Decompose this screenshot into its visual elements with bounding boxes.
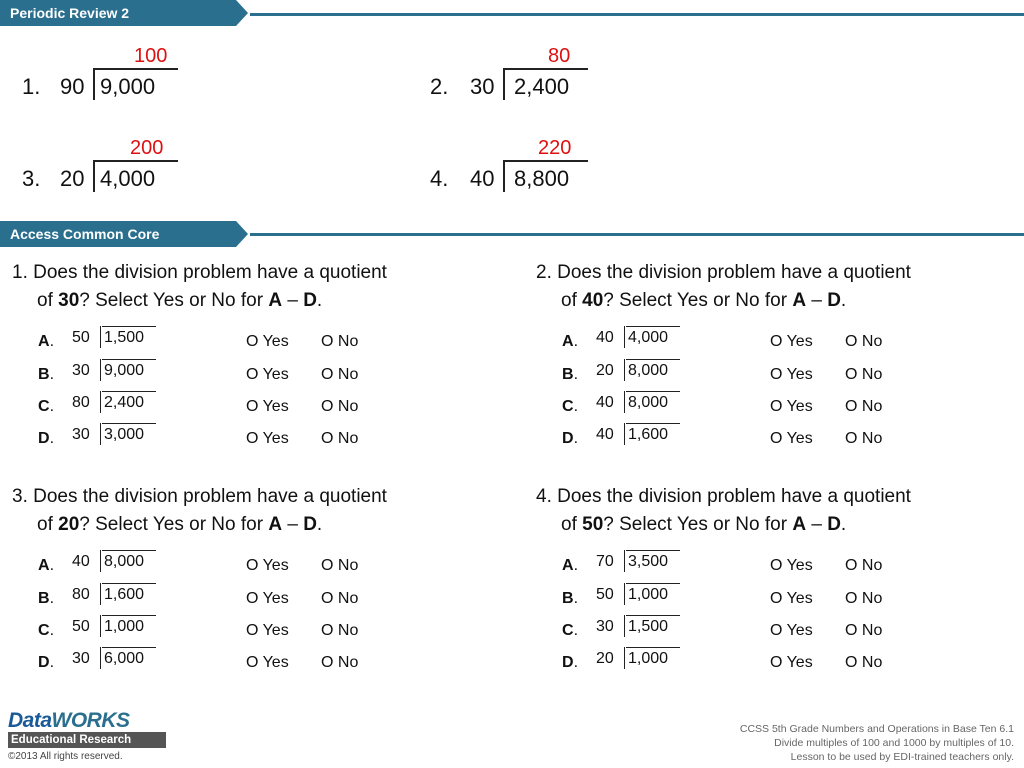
option-label: C. <box>562 622 579 639</box>
option-dividend: 2,400 <box>104 394 145 411</box>
yes-choice[interactable]: O Yes <box>770 366 813 383</box>
quotient-answer: 200 <box>130 137 164 159</box>
option-dividend: 1,000 <box>628 586 669 603</box>
yes-choice[interactable]: O Yes <box>246 590 289 607</box>
option-row-c <box>562 394 982 424</box>
range-end: D <box>303 514 317 535</box>
question-line-1: 2. Does the division problem have a quotient <box>536 262 911 283</box>
option-row-d <box>38 650 458 680</box>
option-label: D. <box>38 430 55 447</box>
option-label: D. <box>38 654 55 671</box>
option-label: D. <box>562 430 579 447</box>
range-end: D <box>827 514 841 535</box>
no-choice[interactable]: O No <box>321 557 359 574</box>
range-dash: – <box>282 514 304 535</box>
option-row-c <box>38 394 458 424</box>
option-bracket-top <box>102 583 156 584</box>
option-label: A. <box>562 557 579 574</box>
yes-choice[interactable]: O Yes <box>246 622 289 639</box>
yes-choice[interactable]: O Yes <box>770 654 813 671</box>
question-line-1: 4. Does the division problem have a quotient <box>536 486 911 507</box>
dataworks-logo <box>8 710 166 748</box>
option-row-d <box>562 650 982 680</box>
question-line-1: 3. Does the division problem have a quotient <box>12 486 387 507</box>
range-start: A <box>268 514 283 535</box>
option-bracket-side <box>624 550 625 572</box>
ccss-standard <box>740 722 1014 764</box>
yes-choice[interactable]: O Yes <box>770 557 813 574</box>
option-label: B. <box>38 590 55 607</box>
option-row-d <box>38 426 458 456</box>
no-choice[interactable]: O No <box>845 333 883 350</box>
no-choice[interactable]: O No <box>845 398 883 415</box>
option-divisor: 30 <box>72 426 90 443</box>
option-label: A. <box>562 333 579 350</box>
access-common-core-header: Access Common Core <box>0 221 236 247</box>
question-text <box>12 483 492 539</box>
problem-number: 1. <box>22 74 41 99</box>
yes-choice[interactable]: O Yes <box>246 557 289 574</box>
division-bracket-top <box>503 160 588 162</box>
option-bracket-side <box>624 647 625 669</box>
period: . <box>840 514 847 535</box>
divisor: 90 <box>60 74 85 99</box>
question-line-1: 1. Does the division problem have a quotient <box>12 262 387 283</box>
option-bracket-top <box>102 550 156 551</box>
range-end: D <box>303 290 317 311</box>
yes-choice[interactable]: O Yes <box>770 622 813 639</box>
option-dividend: 3,500 <box>628 553 669 570</box>
option-divisor: 40 <box>596 426 614 443</box>
no-choice[interactable]: O No <box>845 366 883 383</box>
range-dash: – <box>282 290 304 311</box>
period: . <box>316 514 323 535</box>
option-dividend: 8,000 <box>628 394 669 411</box>
division-bracket-side <box>93 68 95 100</box>
option-row-c <box>38 618 458 648</box>
quotient-answer: 100 <box>134 45 168 67</box>
option-bracket-side <box>100 423 101 445</box>
yes-choice[interactable]: O Yes <box>246 366 289 383</box>
yes-choice[interactable]: O Yes <box>246 333 289 350</box>
text-of: of <box>37 290 59 311</box>
option-divisor: 30 <box>596 618 614 635</box>
option-label: C. <box>38 622 55 639</box>
option-bracket-top <box>626 423 680 424</box>
quotient-answer: 80 <box>548 45 571 67</box>
range-start: A <box>792 514 807 535</box>
option-bracket-side <box>624 423 625 445</box>
option-bracket-top <box>626 391 680 392</box>
option-label: A. <box>38 557 55 574</box>
option-divisor: 40 <box>72 553 90 570</box>
quotient-answer: 220 <box>538 137 572 159</box>
option-bracket-top <box>102 423 156 424</box>
option-bracket-side <box>100 615 101 637</box>
option-bracket-top <box>102 326 156 327</box>
question-text <box>12 259 492 315</box>
option-dividend: 9,000 <box>104 362 145 379</box>
problem-number: 3. <box>22 166 41 191</box>
option-bracket-side <box>100 550 101 572</box>
no-choice[interactable]: O No <box>321 590 359 607</box>
range-dash: – <box>806 290 828 311</box>
option-label: C. <box>562 398 579 415</box>
target-quotient: 50 <box>582 514 604 535</box>
range-start: A <box>792 290 807 311</box>
question-line-2 <box>12 287 492 315</box>
option-row-a <box>562 553 982 583</box>
no-choice[interactable]: O No <box>321 654 359 671</box>
target-quotient: 30 <box>58 290 80 311</box>
option-dividend: 1,000 <box>104 618 145 635</box>
ccss-line-2: Divide multiples of 100 and 1000 by multiples of 10. <box>774 737 1014 749</box>
text-of: of <box>561 514 583 535</box>
option-row-a <box>38 329 458 359</box>
division-bracket-top <box>93 160 178 162</box>
text-select: ? Select Yes or No for <box>603 290 793 311</box>
divisor: 30 <box>470 74 495 99</box>
no-choice[interactable]: O No <box>321 333 359 350</box>
question-1 <box>12 259 492 447</box>
text-of: of <box>561 290 583 311</box>
option-dividend: 3,000 <box>104 426 145 443</box>
option-divisor: 50 <box>72 618 90 635</box>
option-dividend: 6,000 <box>104 650 145 667</box>
option-divisor: 40 <box>596 329 614 346</box>
dividend: 8,800 <box>514 166 570 191</box>
option-bracket-top <box>102 359 156 360</box>
option-bracket-top <box>626 326 680 327</box>
option-bracket-side <box>100 647 101 669</box>
text-select: ? Select Yes or No for <box>79 290 269 311</box>
option-bracket-side <box>624 359 625 381</box>
option-bracket-side <box>100 583 101 605</box>
question-text <box>536 259 1016 315</box>
no-choice[interactable]: O No <box>845 590 883 607</box>
option-bracket-side <box>624 391 625 413</box>
question-line-2 <box>12 511 492 539</box>
option-label: C. <box>38 398 55 415</box>
option-row-a <box>38 553 458 583</box>
target-quotient: 20 <box>58 514 80 535</box>
option-row-b <box>38 586 458 616</box>
dividend: 2,400 <box>514 74 570 99</box>
ccss-line-3: Lesson to be used by EDI-trained teachers only. <box>790 751 1014 763</box>
question-3 <box>12 483 492 671</box>
option-dividend: 1,000 <box>628 650 669 667</box>
divisor: 40 <box>470 166 495 191</box>
logo-works-text: WORKS <box>51 709 130 732</box>
range-start: A <box>268 290 283 311</box>
option-label: B. <box>38 366 55 383</box>
question-line-2 <box>536 511 1016 539</box>
ccss-line-1: CCSS 5th Grade Numbers and Operations in Base Ten 6.1 <box>739 723 1014 735</box>
option-bracket-side <box>100 391 101 413</box>
option-bracket-top <box>102 615 156 616</box>
option-row-c <box>562 618 982 648</box>
header-rule <box>250 13 1024 16</box>
option-dividend: 8,000 <box>628 362 669 379</box>
text-select: ? Select Yes or No for <box>79 514 269 535</box>
question-4 <box>536 483 1016 671</box>
no-choice[interactable]: O No <box>845 622 883 639</box>
yes-choice[interactable]: O Yes <box>770 398 813 415</box>
logo-data-text: Data <box>8 709 52 732</box>
option-row-d <box>562 426 982 456</box>
option-row-b <box>38 362 458 392</box>
option-label: B. <box>562 366 579 383</box>
no-choice[interactable]: O No <box>321 622 359 639</box>
option-dividend: 4,000 <box>628 329 669 346</box>
question-text <box>536 483 1016 539</box>
copyright: ©2013 All rights reserved. <box>8 751 123 762</box>
option-dividend: 1,600 <box>104 586 145 603</box>
option-row-b <box>562 362 982 392</box>
option-bracket-top <box>626 550 680 551</box>
no-choice[interactable]: O No <box>321 430 359 447</box>
no-choice[interactable]: O No <box>321 398 359 415</box>
no-choice[interactable]: O No <box>845 557 883 574</box>
option-divisor: 80 <box>72 586 90 603</box>
yes-choice[interactable]: O Yes <box>246 430 289 447</box>
division-bracket-side <box>93 160 95 192</box>
option-divisor: 30 <box>72 650 90 667</box>
option-divisor: 50 <box>72 329 90 346</box>
yes-choice[interactable]: O Yes <box>770 333 813 350</box>
dividend: 4,000 <box>100 166 156 191</box>
question-line-2 <box>536 287 1016 315</box>
option-bracket-top <box>626 583 680 584</box>
option-dividend: 1,600 <box>628 426 669 443</box>
yes-choice[interactable]: O Yes <box>770 590 813 607</box>
problem-number: 2. <box>430 74 449 99</box>
no-choice[interactable]: O No <box>321 366 359 383</box>
option-divisor: 70 <box>596 553 614 570</box>
option-row-a <box>562 329 982 359</box>
option-bracket-side <box>624 615 625 637</box>
period: . <box>316 290 323 311</box>
option-label: A. <box>38 333 55 350</box>
division-bracket-side <box>503 68 505 100</box>
option-dividend: 1,500 <box>104 329 145 346</box>
option-bracket-side <box>624 583 625 605</box>
division-bracket-side <box>503 160 505 192</box>
yes-choice[interactable]: O Yes <box>246 654 289 671</box>
division-bracket-top <box>93 68 178 70</box>
dividend: 9,000 <box>100 74 156 99</box>
option-divisor: 40 <box>596 394 614 411</box>
option-bracket-side <box>100 359 101 381</box>
divisor: 20 <box>60 166 85 191</box>
option-divisor: 20 <box>596 650 614 667</box>
option-row-b <box>562 586 982 616</box>
option-bracket-top <box>626 647 680 648</box>
target-quotient: 40 <box>582 290 604 311</box>
header-rule <box>250 233 1024 236</box>
option-bracket-top <box>626 615 680 616</box>
option-bracket-top <box>102 391 156 392</box>
option-bracket-side <box>100 326 101 348</box>
option-divisor: 30 <box>72 362 90 379</box>
problem-number: 4. <box>430 166 449 191</box>
yes-choice[interactable]: O Yes <box>770 430 813 447</box>
option-bracket-top <box>626 359 680 360</box>
question-2 <box>536 259 1016 447</box>
text-of: of <box>37 514 59 535</box>
option-bracket-top <box>102 647 156 648</box>
option-dividend: 1,500 <box>628 618 669 635</box>
no-choice[interactable]: O No <box>845 654 883 671</box>
period: . <box>840 290 847 311</box>
yes-choice[interactable]: O Yes <box>246 398 289 415</box>
division-bracket-top <box>503 68 588 70</box>
option-dividend: 8,000 <box>104 553 145 570</box>
text-select: ? Select Yes or No for <box>603 514 793 535</box>
periodic-review-header: Periodic Review 2 <box>0 0 236 26</box>
option-bracket-side <box>624 326 625 348</box>
no-choice[interactable]: O No <box>845 430 883 447</box>
option-divisor: 20 <box>596 362 614 379</box>
option-divisor: 80 <box>72 394 90 411</box>
option-label: D. <box>562 654 579 671</box>
option-divisor: 50 <box>596 586 614 603</box>
range-dash: – <box>806 514 828 535</box>
logo-subtitle: Educational Research <box>8 732 166 748</box>
range-end: D <box>827 290 841 311</box>
option-label: B. <box>562 590 579 607</box>
